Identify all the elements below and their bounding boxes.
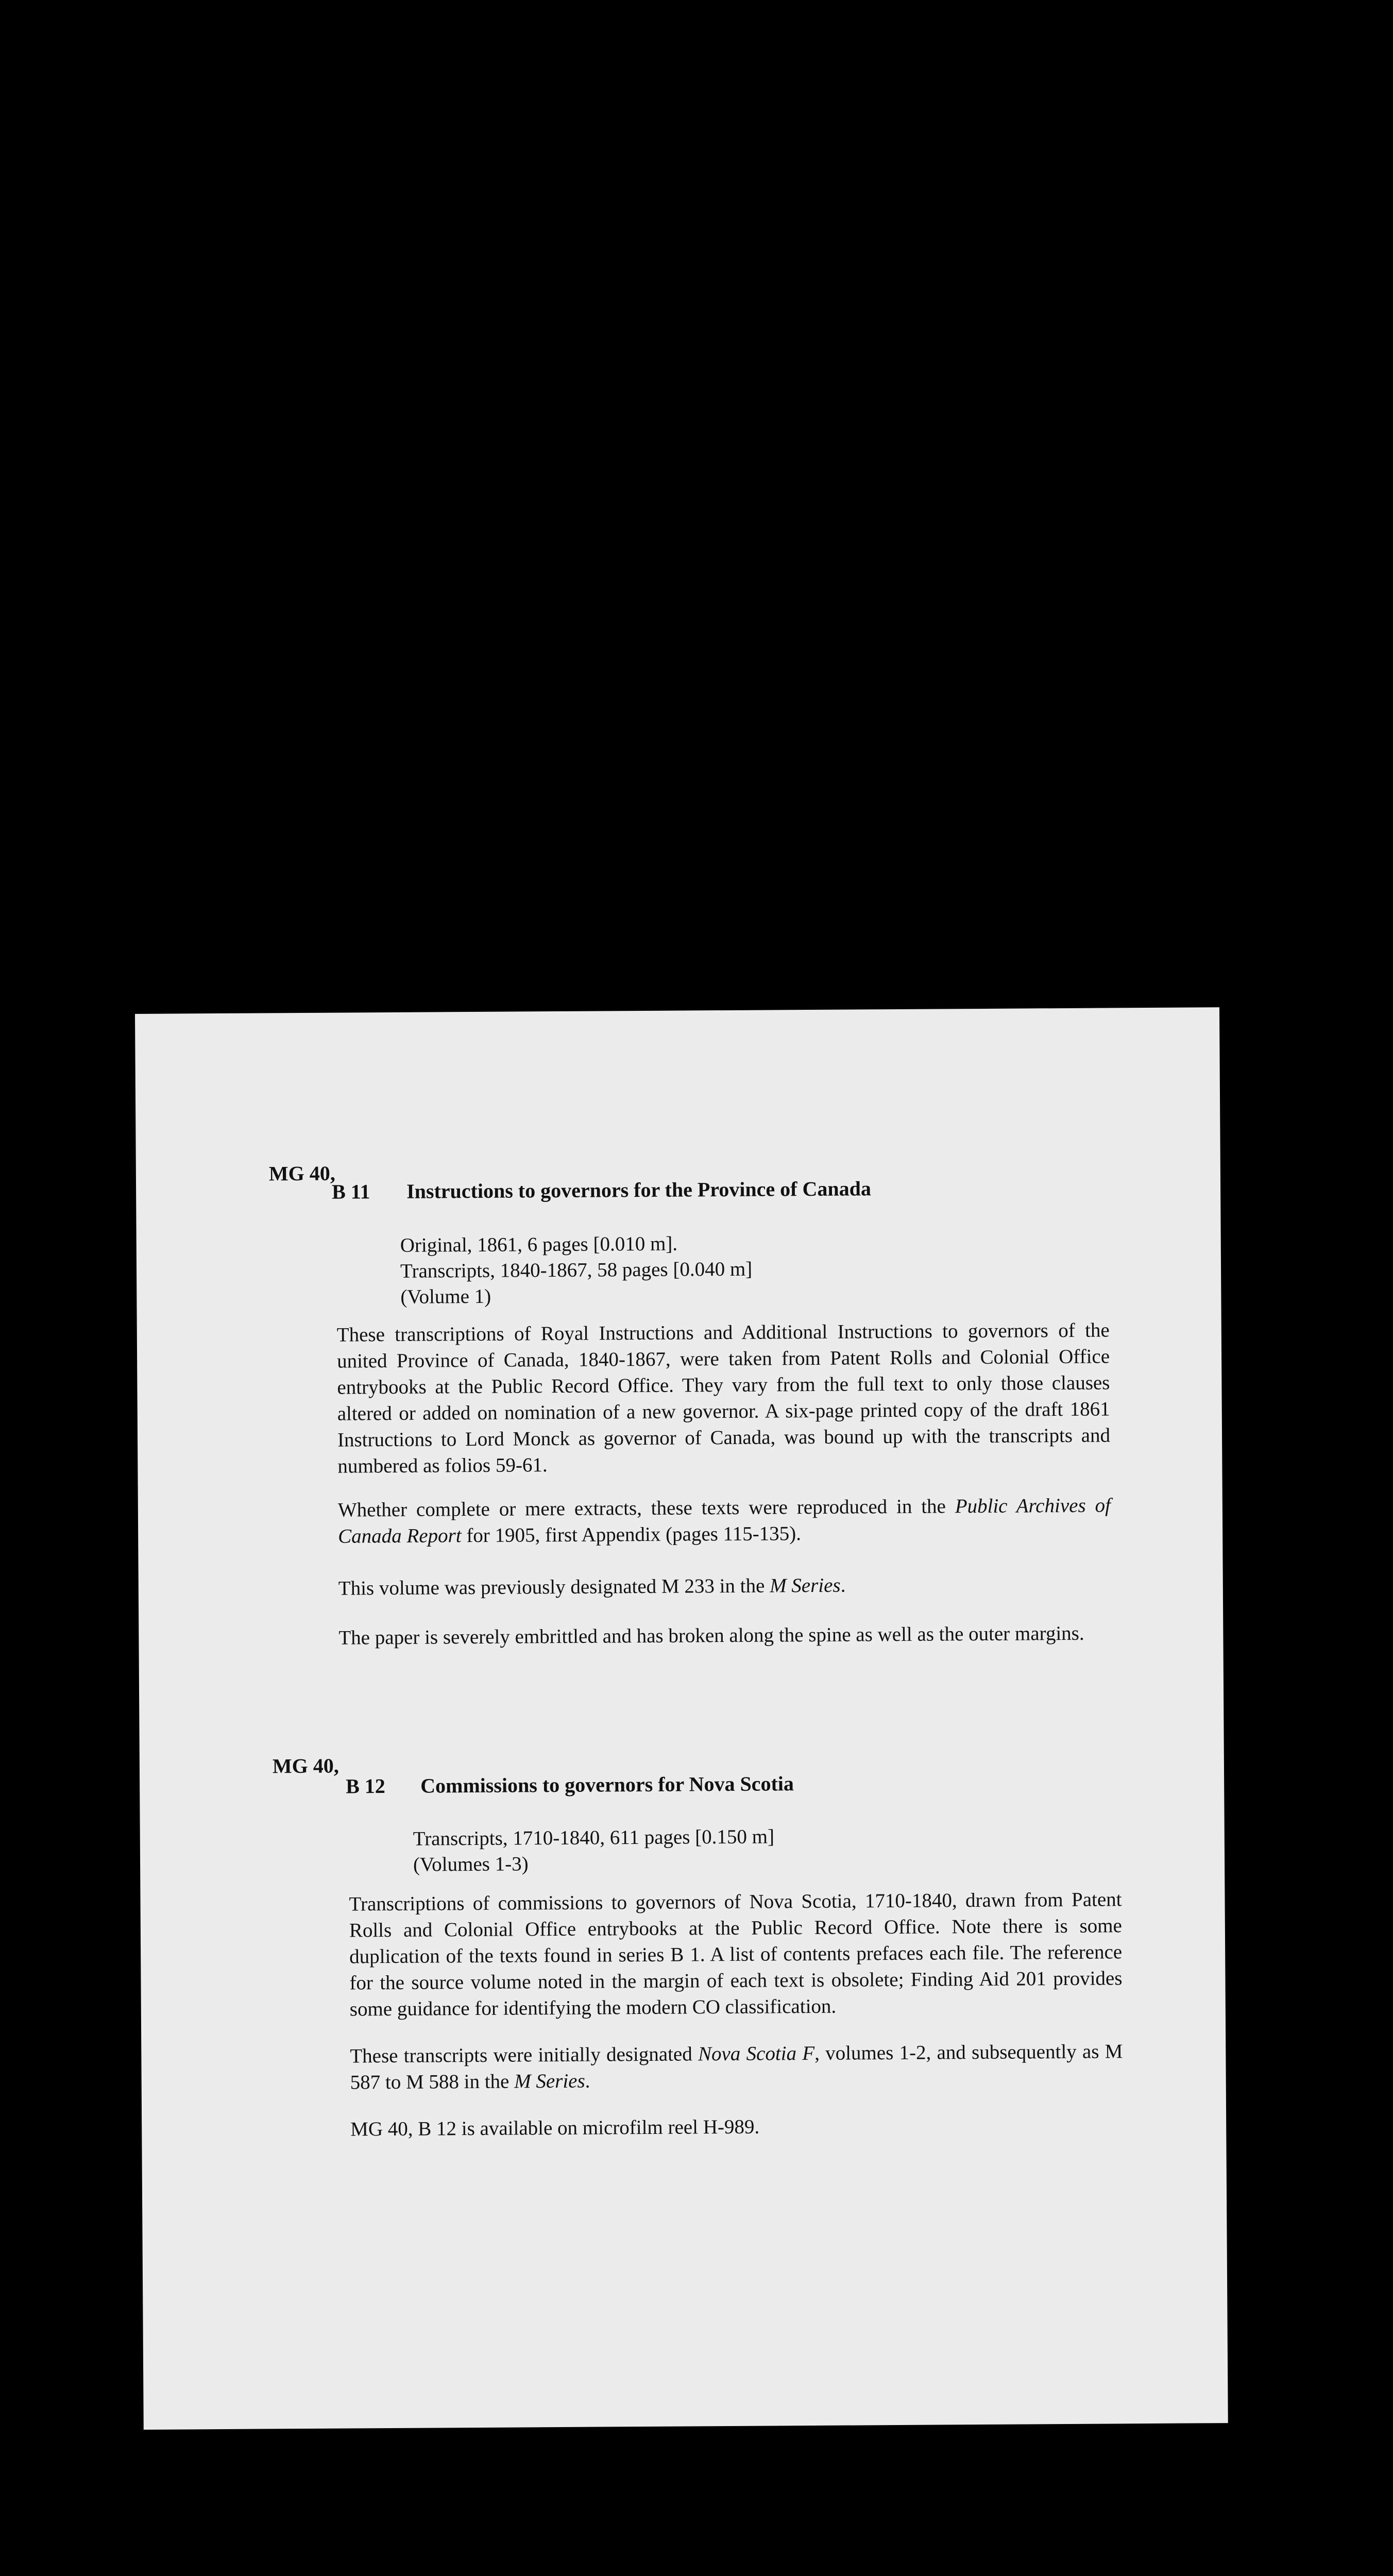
- text-run: Whether complete or mere extracts, these texts were reproduced in the: [337, 1495, 955, 1521]
- series-heading: [332, 1176, 871, 1204]
- series-title: Commissions to governors for Nova Scotia: [420, 1772, 794, 1798]
- group-reference: MG 40,: [272, 1754, 339, 1778]
- text-run: for 1905, first Appendix (pages 115-135).: [461, 1522, 802, 1547]
- italic-title: M Series: [514, 2070, 585, 2093]
- description-paragraph: [350, 2038, 1123, 2095]
- description-paragraph: Transcriptions of commissions to governors of Nova Scotia, 1710-1840, drawn from Patent Rolls and Colonial Office entrybooks at the Public Record Office. Note there is some duplication of the texts found in series B 1. A list of contents prefaces each file. The reference for the source volume noted in the margin of each text is obsolete; Finding Aid 201 provides some guidance for identifying the modern CO classification.: [349, 1888, 1123, 2021]
- extent-block: [400, 1231, 753, 1310]
- description-paragraph: MG 40, B 12 is available on microfilm reel H-989.: [350, 2115, 760, 2141]
- group-reference: MG 40,: [268, 1161, 335, 1185]
- series-code: B 11: [331, 1180, 370, 1204]
- text-run: These transcripts were initially designated: [350, 2043, 699, 2067]
- text-run: , volumes 1-2, and subsequently as M 587 to M 588 in the: [350, 2040, 1123, 2094]
- text-run: .: [585, 2070, 590, 2092]
- description-paragraph: These transcriptions of Royal Instructions and Additional Instructions to governors of the united Province of Canada, 1840-1867, were taken from Patent Rolls and Colonial Office entrybooks at the Public Record Office. They vary from the full text to only those clauses altered or added on nomination of a new governor. A six-page printed copy of the draft 1861 Instructions to Lord Monck as governor of Canada, was bound up with the transcripts and numbered as folios 59-61.: [336, 1319, 1111, 1478]
- description-paragraph: [338, 1570, 1111, 1601]
- description-paragraph: The paper is severely embrittled and has broken along the spine as well as the outer margins.: [338, 1622, 1084, 1649]
- extent-line: Transcripts, 1840-1867, 58 pages [0.040 m]: [400, 1258, 753, 1282]
- series-code: B 12: [346, 1774, 385, 1798]
- extent-line: (Volume 1): [400, 1285, 491, 1308]
- description-paragraph: [338, 1492, 1111, 1549]
- entry-b11: [135, 1007, 1219, 1649]
- extent-line: (Volumes 1-3): [413, 1853, 529, 1876]
- italic-title: M Series: [769, 1574, 841, 1597]
- text-run: .: [840, 1574, 846, 1597]
- series-title: Instructions to governors for the Province of Canada: [406, 1177, 872, 1203]
- series-heading: [346, 1771, 794, 1799]
- italic-title: Nova Scotia F: [698, 2042, 815, 2065]
- text-run: This volume was previously designated M 233 in the: [338, 1574, 770, 1600]
- extent-line: Original, 1861, 6 pages [0.010 m].: [400, 1232, 678, 1257]
- document-page: [135, 1007, 1228, 2430]
- italic-title: Public Archives of Canada Report: [338, 1494, 1111, 1548]
- extent-line: Transcripts, 1710-1840, 611 pages [0.150 m]: [413, 1825, 775, 1850]
- extent-block: [413, 1824, 775, 1877]
